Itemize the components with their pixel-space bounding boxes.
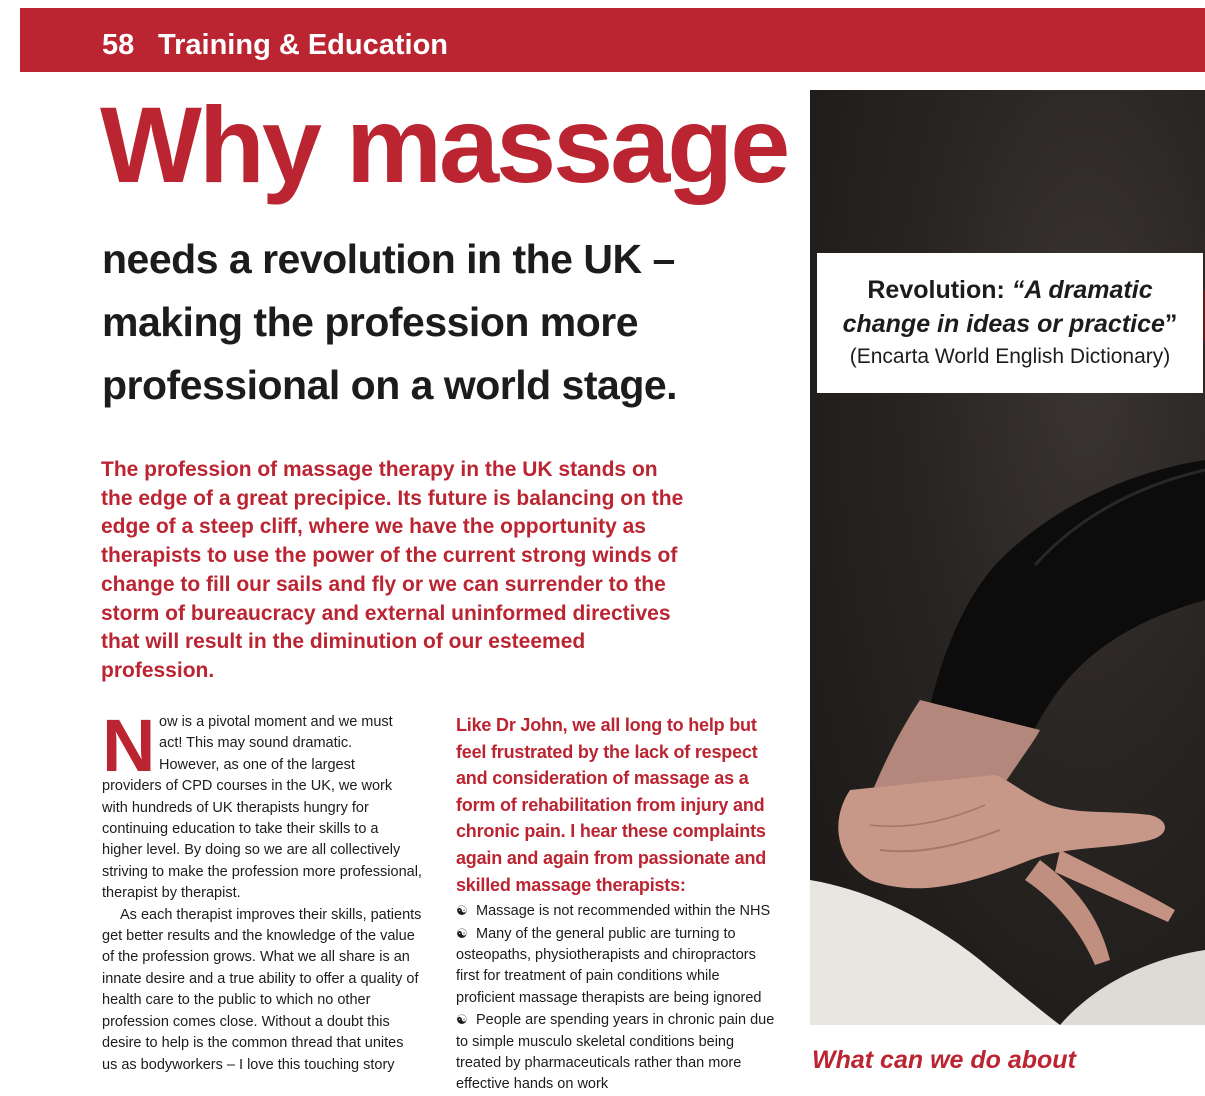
bullet-text: osteopaths, physiotherapists and chiropractors xyxy=(456,946,756,963)
body-line: with hundreds of UK therapists hungry for xyxy=(102,799,369,816)
intro-line: therapists to use the power of the current strong winds of xyxy=(101,544,678,568)
bullet-text: first for treatment of pain conditions while xyxy=(456,968,720,985)
bullet-item xyxy=(456,923,796,945)
subheadline-line: professional on a world stage. xyxy=(102,362,678,408)
body-line: desire to help is the common thread that unites xyxy=(102,1035,404,1052)
intro-line: the edge of a great precipice. Its future is balancing on the xyxy=(101,486,684,510)
intro-line: edge of a steep cliff, where we have the opportunity as xyxy=(101,515,646,539)
bullet-text: to simple musculo skeletal conditions being xyxy=(456,1033,735,1050)
body-line: As each therapist improves their skills, patients xyxy=(120,906,422,923)
yin-yang-icon: ☯ xyxy=(456,1012,468,1028)
next-section-heading: What can we do about xyxy=(812,1046,1076,1074)
dropcap: N xyxy=(102,704,156,787)
section-title: Training & Education xyxy=(158,29,449,61)
subheadline xyxy=(102,228,792,417)
body-line: striving to make the profession more professional, xyxy=(102,863,422,880)
subheadline-line: making the profession more xyxy=(102,299,639,345)
subheadline-line: needs a revolution in the UK – xyxy=(102,236,675,282)
massage-photo xyxy=(810,90,1205,1025)
bullet-text: proficient massage therapists are being ignored xyxy=(456,989,762,1006)
bullet-text: Many of the general public are turning to xyxy=(476,925,736,942)
body-line: However, as one of the largest xyxy=(159,756,355,773)
body-line: act! This may sound dramatic. xyxy=(159,735,353,752)
pull-quote-line: Like Dr John, we all long to help but xyxy=(456,715,757,735)
caption-quote-end: change in ideas or practice xyxy=(842,310,1165,338)
yin-yang-icon: ☯ xyxy=(456,925,468,941)
body-line: continuing education to take their skills to a xyxy=(102,821,379,838)
body-column-2 xyxy=(456,712,796,1096)
header-bar xyxy=(20,8,1205,72)
massage-photo-illustration xyxy=(810,90,1205,1025)
body-line: ow is a pivotal moment and we must xyxy=(159,714,393,730)
bullet-text: treated by pharmaceuticals rather than more xyxy=(456,1055,742,1071)
bullet-item xyxy=(456,900,796,922)
headline: Why massage xyxy=(100,84,788,205)
definition-caption xyxy=(817,253,1203,393)
pull-quote-line: form of rehabilitation from injury and xyxy=(456,794,765,815)
pull-quote-line: feel frustrated by the lack of respect xyxy=(456,741,758,762)
body-line: higher level. By doing so we are all collectively xyxy=(102,842,401,859)
caption-line-1 xyxy=(817,273,1203,307)
intro-line: change to fill our sails and fly or we can surrender to the xyxy=(101,572,666,596)
bullet-text: effective hands on work xyxy=(456,1076,609,1093)
bullet-item xyxy=(456,1009,796,1031)
caption-close-quote: ” xyxy=(1164,310,1178,338)
body-line: profession comes close. Without a doubt this xyxy=(102,1013,390,1030)
pull-quote-line: and consideration of massage as a xyxy=(456,768,749,789)
caption-source: (Encarta World English Dictionary) xyxy=(849,345,1171,368)
body-line: health care to the public to which no other xyxy=(102,992,371,1009)
pull-quote-line: skilled massage therapists: xyxy=(456,874,686,895)
caption-quote-start: “A dramatic xyxy=(1011,276,1153,304)
pull-quote-line: chronic pain. I hear these complaints xyxy=(456,821,766,842)
caption-line-2 xyxy=(817,307,1203,341)
intro-line: profession. xyxy=(101,658,215,682)
intro-line: that will result in the diminution of our esteemed xyxy=(101,630,586,654)
intro-paragraph xyxy=(101,456,791,686)
body-line: therapist by therapist. xyxy=(102,885,241,902)
body-line: of the profession grows. What we all share is an xyxy=(102,949,410,966)
bullet-list xyxy=(456,900,796,1096)
yin-yang-icon: ☯ xyxy=(456,903,468,919)
page-number: 58 xyxy=(102,29,135,61)
caption-label: Revolution: xyxy=(867,276,1012,304)
pull-quote xyxy=(456,712,796,898)
intro-line: storm of bureaucracy and external uninformed directives xyxy=(101,601,671,625)
body-line: us as bodyworkers – I love this touching story xyxy=(102,1056,395,1073)
body-line: get better results and the knowledge of the value xyxy=(102,928,415,945)
pull-quote-line: again and again from passionate and xyxy=(456,847,767,868)
body-line: providers of CPD courses in the UK, we work xyxy=(102,778,393,795)
body-line: innate desire and a true ability to offer a quality of xyxy=(102,970,419,987)
body-column-1 xyxy=(102,704,432,1076)
bullet-text: Massage is not recommended within the NHS xyxy=(476,903,771,920)
bullet-text: People are spending years in chronic pain due xyxy=(476,1012,775,1029)
intro-line: The profession of massage therapy in the UK stands on xyxy=(101,458,658,481)
